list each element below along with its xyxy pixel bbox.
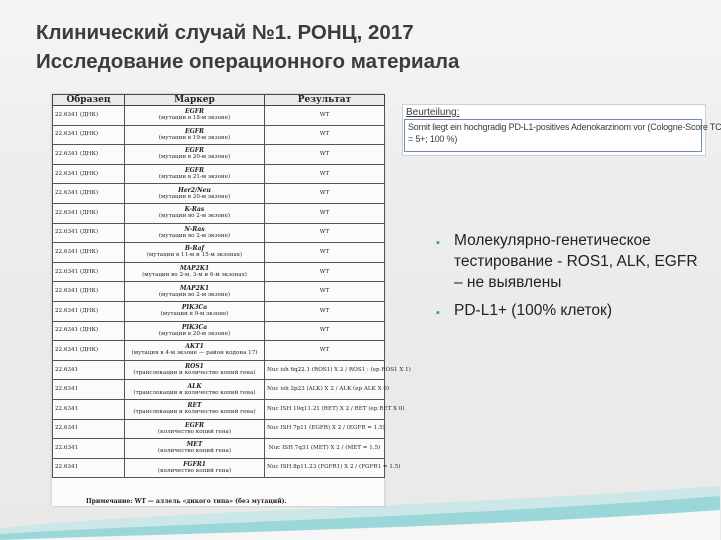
marker-gene: PIK3Ca — [181, 323, 208, 331]
marker-gene: ALK — [187, 382, 202, 390]
table-row — [53, 439, 385, 459]
table-row — [53, 145, 385, 165]
sample-cell: 22.6341 (ДНК) — [53, 145, 125, 165]
marker-detail: (мутации во 2-м экзоне) — [158, 291, 231, 298]
sample-cell: 22.6341 — [53, 399, 125, 419]
sample-cell: 22.6341 (ДНК) — [53, 125, 125, 145]
table-row — [53, 184, 385, 204]
marker-detail: (транслокации и количество копий гена) — [133, 409, 256, 416]
sample-cell: 22.6341 — [53, 380, 125, 400]
result-cell: WT — [265, 341, 385, 361]
marker-gene: MET — [186, 441, 203, 449]
sample-cell: 22.6341 — [53, 360, 125, 380]
result-cell: WT — [265, 262, 385, 282]
marker-detail: (мутации во 2-м экзоне) — [158, 232, 231, 239]
marker-cell — [125, 164, 265, 184]
result-cell: Nuc ISH 10q11.21 (RET) X 2 / RET (ep RET X 0) — [265, 399, 385, 419]
table-row — [53, 243, 385, 263]
table-row — [53, 419, 385, 439]
marker-detail: (мутации в 20-м экзоне) — [158, 193, 231, 200]
result-cell: WT — [265, 203, 385, 223]
table-row — [53, 321, 385, 341]
marker-detail: (мутации в 11-м и 15-м экзонах) — [146, 252, 243, 259]
result-cell: WT — [265, 125, 385, 145]
sample-cell: 22.6341 — [53, 458, 125, 478]
marker-gene: RET — [187, 402, 202, 410]
marker-gene: B-Raf — [184, 245, 205, 253]
marker-gene: EGFR — [185, 147, 204, 155]
sample-cell: 22.6341 (ДНК) — [53, 184, 125, 204]
result-cell: WT — [265, 321, 385, 341]
finding-item — [436, 300, 698, 321]
marker-cell — [125, 360, 265, 380]
marker-detail: (мутации во 2-м экзоне) — [158, 213, 231, 220]
marker-detail: (мутации в 9-м экзоне) — [160, 311, 229, 318]
marker-cell — [125, 458, 265, 478]
results-table — [52, 94, 411, 478]
marker-cell — [125, 419, 265, 439]
finding-text: PD-L1+ (100% клеток) — [454, 302, 612, 319]
sample-cell: 22.6341 (ДНК) — [53, 301, 125, 321]
result-cell: Nuc ISH 7q31 (MET) X 2 / (MET = 1.5) — [265, 439, 385, 459]
marker-cell — [125, 106, 265, 126]
findings-list — [436, 230, 698, 328]
sample-cell: 22.6341 — [53, 419, 125, 439]
sample-cell: 22.6341 (ДНК) — [53, 203, 125, 223]
marker-detail: (количество копий гена) — [157, 448, 232, 455]
table-row — [53, 282, 385, 302]
result-cell: WT — [265, 106, 385, 126]
finding-text: Молекулярно-генетическое тестирование - ROS1, ALK, EGFR – не выявлены — [454, 232, 698, 291]
sample-cell: 22.6341 (ДНК) — [53, 243, 125, 263]
marker-cell — [125, 321, 265, 341]
marker-cell — [125, 203, 265, 223]
table-row — [53, 164, 385, 184]
marker-cell — [125, 145, 265, 165]
marker-gene: EGFR — [185, 108, 204, 116]
slide-title-line2: Исследование операционного материала — [36, 50, 460, 73]
marker-detail: (количество копий гена) — [157, 428, 232, 435]
table-row — [53, 125, 385, 145]
result-cell: WT — [265, 282, 385, 302]
sample-cell: 22.6341 (ДНК) — [53, 282, 125, 302]
table-row — [53, 106, 385, 126]
result-cell: WT — [265, 243, 385, 263]
marker-cell — [125, 125, 265, 145]
marker-gene: EGFR — [185, 167, 204, 175]
marker-cell — [125, 380, 265, 400]
marker-cell — [125, 399, 265, 419]
result-cell: Nuc ish 6q22.1 (ROS1) X 2 / ROS1 : (ep ROS1 X 1) — [265, 360, 385, 380]
marker-cell — [125, 439, 265, 459]
marker-gene: MAP2K1 — [179, 265, 210, 273]
sample-cell: 22.6341 (ДНК) — [53, 262, 125, 282]
marker-detail: (транслокации и количество копий гена) — [133, 370, 256, 377]
sample-cell: 22.6341 (ДНК) — [53, 106, 125, 126]
marker-detail: (транслокации и количество копий гена) — [133, 389, 256, 396]
result-cell: WT — [265, 184, 385, 204]
marker-detail: (мутация в 4-м экзоне — район кодона 17) — [131, 350, 258, 357]
bullet-square-icon: ▪ — [436, 307, 440, 319]
result-cell: WT — [265, 145, 385, 165]
marker-gene: Her2/Neu — [178, 186, 211, 194]
slide-title — [36, 18, 696, 76]
marker-detail: (количество копий гена) — [157, 467, 232, 474]
report-heading: Beurteilung: — [406, 107, 460, 118]
result-cell: Nuc ISH 7p11 (EGFR) X 2 / (EGFR = 1.5) — [265, 419, 385, 439]
marker-detail: (мутации в 20-м экзоне) — [158, 330, 231, 337]
report-line-1: Somit liegt ein hochgradig PD-L1-positives Adenokarzinom vor (Cologne-Score TC — [408, 122, 721, 132]
table-footnote: Примечание: WT — аллель «дикого типа» (без мутаций). — [86, 498, 287, 505]
table-row — [53, 458, 385, 478]
sample-cell: 22.6341 (ДНК) — [53, 341, 125, 361]
slide-title-line1: Клинический случай №1. РОНЦ, 2017 — [36, 21, 414, 44]
marker-gene: AKT1 — [185, 343, 204, 351]
finding-item — [436, 230, 698, 293]
result-cell: WT — [265, 223, 385, 243]
marker-detail: (мутации во 2-м, 3-м и 6-м экзонах) — [142, 272, 247, 279]
col-header-result: Результат — [265, 95, 385, 106]
marker-gene: MAP2K1 — [179, 284, 210, 292]
marker-gene: EGFR — [185, 421, 204, 429]
marker-cell — [125, 282, 265, 302]
table-row — [53, 341, 385, 361]
result-cell: Nuc ISH 8p11.23 (FGFR1) X 2 / (FGFR1 = 1.5) — [265, 458, 385, 478]
sample-cell: 22.6341 (ДНК) — [53, 164, 125, 184]
marker-detail: (мутации в 19-м экзоне) — [158, 134, 231, 141]
result-cell: WT — [265, 301, 385, 321]
table-row — [53, 380, 385, 400]
col-header-marker: Маркер — [125, 95, 265, 106]
result-cell: Nuc ish 2p23 (ALK) X 2 / ALK (ep ALK X 0) — [265, 380, 385, 400]
table-row — [53, 262, 385, 282]
marker-cell — [125, 262, 265, 282]
sample-cell: 22.6341 — [53, 439, 125, 459]
scanned-results-table — [52, 94, 411, 506]
marker-cell — [125, 341, 265, 361]
table-row — [53, 360, 385, 380]
marker-gene: EGFR — [185, 127, 204, 135]
marker-gene: N-Ras — [184, 225, 205, 233]
marker-cell — [125, 184, 265, 204]
marker-gene: ROS1 — [185, 363, 204, 371]
sample-cell: 22.6341 (ДНК) — [53, 223, 125, 243]
col-header-sample: Образец — [53, 95, 125, 106]
marker-detail: (мутации в 21-м экзоне) — [158, 174, 231, 181]
marker-gene: PIK3Ca — [181, 304, 208, 312]
marker-detail: (мутации в 20-м экзоне) — [158, 154, 231, 161]
table-row — [53, 223, 385, 243]
marker-cell — [125, 243, 265, 263]
report-line-2: = 5+; 100 %) — [408, 134, 458, 144]
marker-cell — [125, 301, 265, 321]
marker-detail: (мутации в 18-м экзоне) — [158, 115, 231, 122]
table-row — [53, 203, 385, 223]
pathology-report-excerpt — [402, 104, 721, 156]
table-row — [53, 301, 385, 321]
bullet-square-icon: ▪ — [436, 237, 440, 249]
marker-cell — [125, 223, 265, 243]
report-conclusion — [404, 119, 721, 152]
result-cell: WT — [265, 164, 385, 184]
marker-gene: FGFR1 — [183, 460, 206, 468]
sample-cell: 22.6341 (ДНК) — [53, 321, 125, 341]
marker-gene: K-Ras — [184, 206, 205, 214]
table-row — [53, 399, 385, 419]
